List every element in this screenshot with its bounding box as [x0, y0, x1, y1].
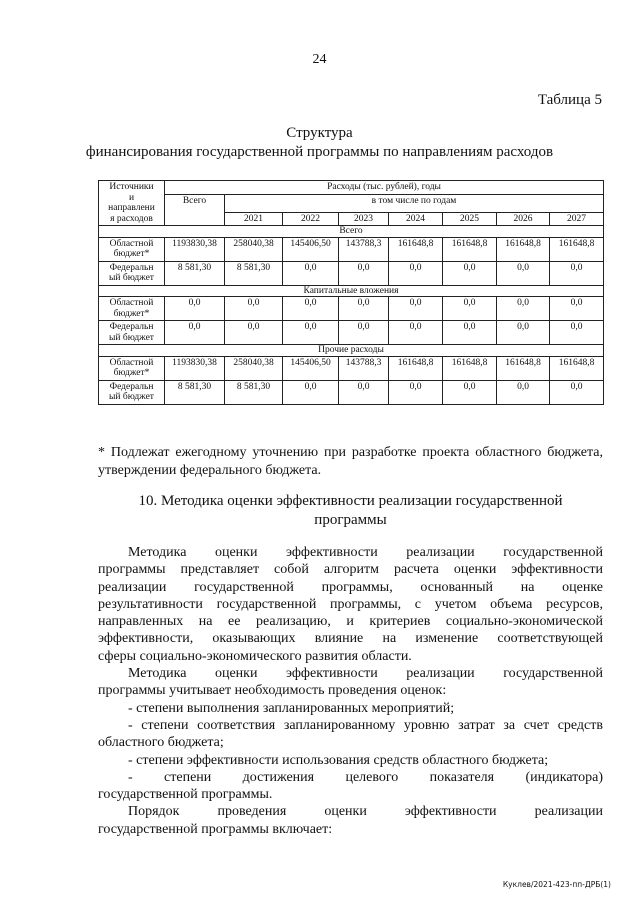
value-cell: 0,0: [550, 380, 604, 404]
body-line: реализации государственной программы, основанный на оценке: [98, 579, 603, 595]
header-source-line: направлени: [108, 203, 155, 213]
source-line: бюджет*: [113, 368, 150, 378]
value-cell: 0,0: [339, 380, 389, 404]
body-line: Методика оценки эффективности реализации государственной: [128, 545, 603, 560]
body-line: Методика оценки эффективности реализации государственной: [128, 666, 603, 682]
header-source-line: я расходов: [110, 213, 153, 224]
source-line: бюджет*: [113, 249, 150, 259]
value-cell: 0,0: [389, 261, 443, 285]
value-cell: 0,0: [550, 261, 604, 285]
table-body: [99, 181, 604, 405]
value-cell: 0,0: [283, 297, 339, 321]
source-cell: [99, 321, 165, 345]
year-cell: 2021: [225, 212, 283, 226]
value-cell: 143788,3: [339, 356, 389, 380]
source-line: Областной: [109, 298, 154, 308]
header-source-line: и: [128, 192, 135, 203]
header-by-year-cell: в том числе по годам: [225, 194, 604, 212]
body-line: направленных на ее реализацию, и критериев социально-экономической: [98, 614, 603, 630]
body-text: [98, 544, 603, 838]
section-title-row: [99, 345, 604, 357]
table-row: [99, 356, 604, 380]
value-cell: 161648,8: [497, 356, 550, 380]
value-cell: 0,0: [389, 297, 443, 321]
value-cell: 258040,38: [225, 356, 283, 380]
table-row: [99, 380, 604, 404]
value-cell: 0,0: [443, 261, 497, 285]
section-title-row: [99, 226, 604, 238]
body-line: государственной программы включает:: [98, 821, 333, 837]
year-cell: 2026: [497, 212, 550, 226]
body-line: - степени выполнения запланированных мероприятий;: [128, 700, 455, 716]
table-title-line: Структура: [286, 125, 353, 141]
table-row: [99, 297, 604, 321]
source-line: Федеральн: [109, 262, 154, 273]
value-cell: 0,0: [339, 297, 389, 321]
source-line: бюджет*: [113, 308, 150, 319]
header-expenses-cell: Расходы (тыс. рублей), годы: [165, 181, 604, 195]
header-total-cell: Всего: [165, 194, 225, 226]
source-cell: [99, 297, 165, 321]
total-cell: 8 581,30: [165, 261, 225, 285]
body-line: результативности государственной программы, с учетом объема ресурсов,: [98, 596, 603, 612]
value-cell: 8 581,30: [225, 261, 283, 285]
table-row: [99, 261, 604, 285]
value-cell: 161648,8: [389, 356, 443, 380]
value-cell: 161648,8: [550, 356, 604, 380]
value-cell: 0,0: [225, 297, 283, 321]
total-cell: 0,0: [165, 297, 225, 321]
value-cell: 0,0: [497, 321, 550, 345]
total-cell: 1193830,38: [165, 237, 225, 261]
header-source-cell: [99, 181, 165, 226]
total-cell: 0,0: [165, 321, 225, 345]
value-cell: 161648,8: [443, 237, 497, 261]
footnote: * Подлежат ежегодному уточнению при разработке проекта областного бюджета, утверждении федерального бюджета.: [98, 445, 603, 478]
total-cell: 1193830,38: [165, 356, 225, 380]
section-title: Прочие расходы: [99, 345, 604, 357]
value-cell: 0,0: [339, 321, 389, 345]
section-heading: [98, 492, 603, 530]
source-line: ый бюджет: [109, 332, 154, 343]
body-line: государственной программы.: [98, 787, 273, 803]
year-cell: 2027: [550, 212, 604, 226]
value-cell: 0,0: [283, 261, 339, 285]
source-cell: [99, 237, 165, 261]
value-cell: 0,0: [443, 297, 497, 321]
body-line: программы представляет собой алгоритм расчета оценки эффективности: [98, 562, 603, 578]
section-heading-line: 10. Методика оценки эффективности реализации государственной: [138, 493, 563, 509]
year-cell: 2023: [339, 212, 389, 226]
value-cell: 0,0: [443, 380, 497, 404]
body-line: - степени эффективности использования средств областного бюджета;: [128, 752, 549, 768]
table-label: Таблица 5: [537, 92, 602, 108]
page-number: 24: [312, 52, 327, 67]
value-cell: 0,0: [550, 297, 604, 321]
value-cell: 145406,50: [283, 356, 339, 380]
table-title-line: финансирования государственной программы по направлениям расходов: [85, 144, 554, 160]
year-cell: 2025: [443, 212, 497, 226]
value-cell: 0,0: [339, 261, 389, 285]
source-line: Федеральн: [109, 381, 154, 392]
source-cell: [99, 380, 165, 404]
source-line: ый бюджет: [109, 273, 154, 283]
body-line: сферы социально-экономического развития области.: [98, 648, 412, 664]
value-cell: 161648,8: [443, 356, 497, 380]
body-line: - степени соответствия запланированному уровню затрат за счет средств: [128, 717, 603, 733]
financing-table: [98, 180, 604, 405]
header-source-line: Источники: [109, 182, 154, 192]
body-line: эффективности, оказывающих влияние на изменение соответствующей: [98, 631, 603, 647]
value-cell: 0,0: [497, 297, 550, 321]
value-cell: 161648,8: [497, 237, 550, 261]
value-cell: 0,0: [550, 321, 604, 345]
value-cell: 145406,50: [283, 237, 339, 261]
body-line: программы учитывает необходимость проведения оценок:: [98, 683, 447, 699]
total-cell: 8 581,30: [165, 380, 225, 404]
year-cell: 2022: [283, 212, 339, 226]
table-title: [0, 124, 639, 162]
value-cell: 161648,8: [389, 237, 443, 261]
section-title-row: [99, 285, 604, 297]
section-title: Всего: [99, 226, 604, 238]
year-cell: 2024: [389, 212, 443, 226]
value-cell: 0,0: [283, 321, 339, 345]
source-line: Областной: [109, 357, 154, 368]
value-cell: 0,0: [389, 380, 443, 404]
value-cell: 143788,3: [339, 237, 389, 261]
value-cell: 0,0: [389, 321, 443, 345]
value-cell: 0,0: [497, 261, 550, 285]
source-line: Областной: [109, 238, 154, 249]
body-line: - степени достижения целевого показателя (индикатора): [128, 769, 603, 785]
value-cell: 0,0: [225, 321, 283, 345]
body-line: областного бюджета;: [98, 735, 224, 751]
value-cell: 0,0: [283, 380, 339, 404]
table-row: [99, 237, 604, 261]
value-cell: 8 581,30: [225, 380, 283, 404]
source-cell: [99, 356, 165, 380]
table-header-row: [99, 194, 604, 212]
value-cell: 0,0: [443, 321, 497, 345]
section-title: Капитальные вложения: [99, 285, 604, 297]
footer-code: Куклев/2021-423-пп-ДРБ(1): [502, 880, 611, 889]
source-line: Федеральн: [109, 322, 154, 332]
value-cell: 0,0: [497, 380, 550, 404]
value-cell: 258040,38: [225, 237, 283, 261]
table-header-row: [99, 181, 604, 195]
source-cell: [99, 261, 165, 285]
value-cell: 161648,8: [550, 237, 604, 261]
source-line: ый бюджет: [109, 392, 154, 402]
body-line: Порядок проведения оценки эффективности реализации: [128, 804, 603, 820]
table-row: [99, 321, 604, 345]
section-heading-line: программы: [314, 512, 387, 528]
